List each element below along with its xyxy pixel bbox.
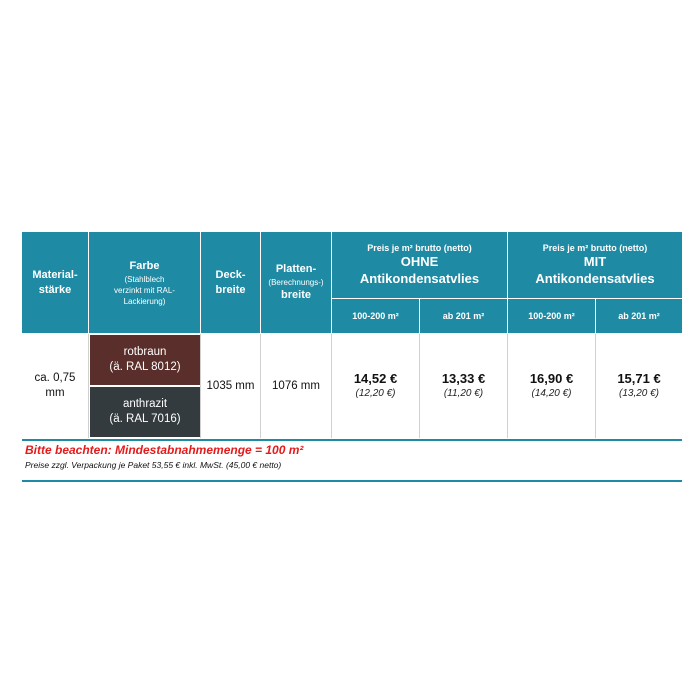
header-farbe-note1: (Stahlblech	[124, 274, 165, 284]
price-brutto: 16,90 €	[529, 371, 574, 386]
cell-plattenbreite	[261, 334, 331, 438]
notes-box	[22, 441, 682, 481]
price-netto: (14,20 €)	[531, 388, 572, 399]
price-brutto: 13,33 €	[441, 371, 486, 386]
color-name: rotbraun	[123, 346, 167, 358]
header-ohne-line2: OHNE	[400, 254, 439, 269]
header-ohne-group	[332, 232, 507, 298]
header-mit-line1: Preis je m² brutto (netto)	[542, 243, 648, 253]
cell-deckbreite	[201, 334, 260, 438]
cell-price-ohne-ab-201	[420, 334, 507, 438]
header-tier-label: ab 201 m²	[442, 311, 485, 321]
header-deck-line1: Deck-	[215, 268, 246, 281]
packaging-fine-print: Preise zzgl. Verpackung je Paket 53,55 € inkl. MwSt. (45,00 € netto)	[25, 460, 282, 470]
header-platten-top: Platten-	[275, 263, 317, 275]
header-farbe-note2: verzinkt mit RAL-	[114, 285, 175, 295]
column-divider	[88, 334, 89, 438]
header-material-line1: Material-	[32, 268, 78, 281]
header-deck-line2: breite	[215, 283, 246, 296]
color-swatch-rotbraun	[90, 335, 200, 385]
color-ral: (ä. RAL 8012)	[109, 361, 181, 373]
price-brutto: 14,52 €	[353, 371, 398, 386]
minimum-order-notice: Bitte beachten: Mindestabnahmemenge = 100 m²	[25, 443, 304, 457]
price-table	[22, 232, 682, 440]
notes-bottom-rule	[22, 480, 682, 482]
price-brutto: 15,71 €	[617, 371, 661, 386]
header-material-line2: stärke	[38, 283, 72, 296]
header-plattenbreite	[261, 232, 331, 333]
price-table-section	[22, 232, 682, 470]
color-swatch-anthrazit	[90, 387, 200, 437]
header-tier-label: 100-200 m²	[352, 311, 399, 321]
cell-materialstaerke	[22, 334, 88, 438]
plattenbreite-value: 1076 mm	[272, 379, 320, 392]
cell-price-ohne-100-200	[332, 334, 419, 438]
header-tier-label: 100-200 m²	[528, 311, 575, 321]
header-materialstaerke	[22, 232, 88, 333]
header-deckbreite	[201, 232, 260, 333]
deckbreite-value: 1035 mm	[206, 379, 255, 392]
header-tier-mit-1	[508, 299, 595, 333]
header-tier-ohne-1	[332, 299, 419, 333]
cell-price-mit-100-200	[508, 334, 595, 438]
header-mit-line2: MIT	[583, 254, 607, 269]
header-platten-note: (Berechnungs-)	[268, 278, 324, 287]
header-tier-ohne-2	[420, 299, 507, 333]
header-platten-bottom: breite	[281, 289, 311, 301]
color-name: anthrazit	[122, 398, 168, 410]
price-netto: (13,20 €)	[618, 388, 660, 399]
color-ral: (ä. RAL 7016)	[109, 413, 181, 425]
material-value-line1: ca. 0,75	[34, 372, 76, 384]
header-farbe-title: Farbe	[129, 259, 160, 272]
header-ohne-line1: Preis je m² brutto (netto)	[367, 243, 472, 253]
header-tier-mit-2	[596, 299, 682, 333]
price-netto: (12,20 €)	[355, 388, 396, 399]
cell-price-mit-ab-201	[596, 334, 682, 438]
header-tier-label: ab 201 m²	[618, 311, 660, 321]
price-netto: (11,20 €)	[443, 388, 484, 399]
header-farbe	[89, 232, 200, 333]
header-farbe-note3: Lackierung)	[123, 296, 166, 306]
header-ohne-line3: Antikondensatvlies	[359, 271, 480, 286]
header-mit-group	[508, 232, 682, 298]
header-mit-line3: Antikondensatvlies	[535, 271, 655, 286]
material-value-line2: mm	[45, 387, 65, 399]
